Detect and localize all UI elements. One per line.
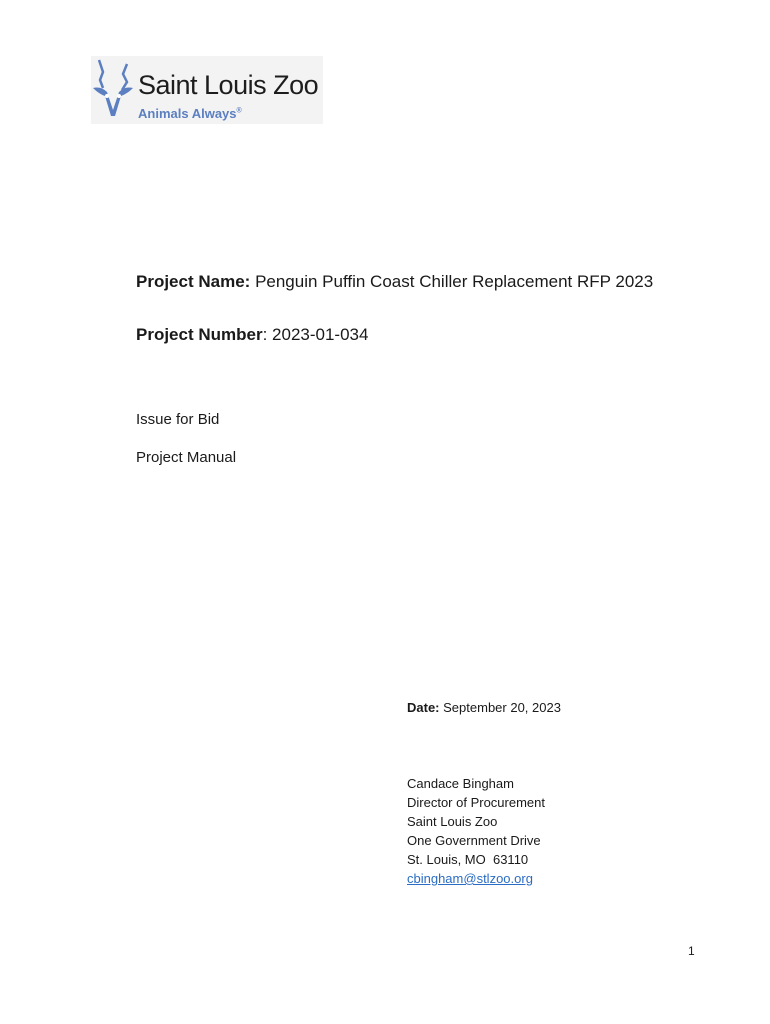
project-name-label: Project Name: — [136, 272, 251, 291]
antelope-head-icon — [91, 58, 137, 122]
contact-block — [407, 774, 545, 888]
contact-address-1: One Government Drive — [407, 833, 541, 848]
page-number: 1 — [688, 944, 695, 958]
contact-email-link[interactable]: cbingham@stlzoo.org — [407, 871, 533, 886]
project-number-line — [136, 325, 368, 345]
issue-for-bid: Issue for Bid — [136, 411, 220, 428]
date-line — [407, 698, 561, 717]
project-number-value: : 2023-01-034 — [262, 325, 369, 344]
date-value: September 20, 2023 — [443, 700, 561, 715]
contact-name: Candace Bingham — [407, 776, 514, 791]
logo-name: Saint Louis Zoo — [138, 70, 319, 100]
project-name-line — [136, 272, 653, 292]
project-number-label: Project Number — [136, 325, 263, 344]
contact-address-2: St. Louis, MO 63110 — [407, 852, 529, 867]
contact-title: Director of Procurement — [407, 795, 545, 810]
zoo-logo — [91, 56, 323, 124]
project-name-value: Penguin Puffin Coast Chiller Replacement RFP 2023 — [255, 272, 654, 291]
logo-tagline: Animals Always® — [138, 106, 242, 121]
date-label: Date: — [407, 700, 440, 715]
contact-org: Saint Louis Zoo — [407, 814, 498, 829]
project-manual: Project Manual — [136, 449, 237, 466]
